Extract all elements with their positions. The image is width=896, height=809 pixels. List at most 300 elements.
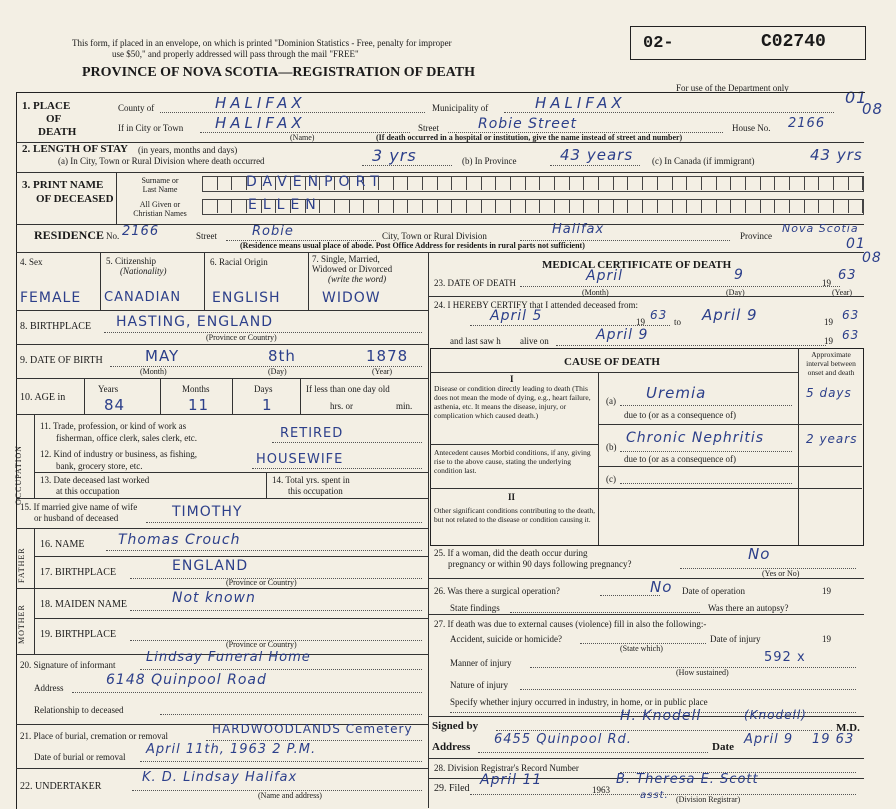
letter-cell bbox=[702, 200, 717, 213]
racial-origin-value: ENGLISH bbox=[212, 290, 281, 306]
divider bbox=[16, 498, 428, 499]
burial-date-label: Date of burial or removal bbox=[34, 752, 126, 762]
signed-by-print: (Knodell) bbox=[744, 708, 807, 722]
letter-cell bbox=[555, 177, 570, 190]
q13-line2: at this occupation bbox=[56, 486, 120, 496]
letter-cell bbox=[819, 200, 834, 213]
antecedent-causes-description: Antecedent causes Morbid conditions, if any, giving rise to the above cause, stating the underlying condition last. bbox=[434, 448, 591, 475]
municipality-value: HALIFAX bbox=[535, 94, 626, 112]
certify-label: 24. I HEREBY CERTIFY that I attended deceased from: bbox=[434, 300, 638, 310]
divider bbox=[160, 378, 161, 414]
stay-c-value: 43 yrs bbox=[810, 146, 863, 164]
letter-cell bbox=[570, 200, 585, 213]
county-value: HALIFAX bbox=[215, 94, 306, 112]
letter-cell bbox=[584, 177, 599, 190]
notice-line-2: use $50," and properly addressed will pass through the mail "FREE" bbox=[112, 49, 359, 59]
letter-cell bbox=[232, 177, 247, 190]
attended-to-label: to bbox=[674, 317, 682, 327]
pregnancy-question bbox=[434, 548, 631, 570]
relationship-label: Relationship to deceased bbox=[34, 705, 124, 715]
manner-label: Manner of injury bbox=[450, 658, 512, 668]
other-conditions-description: Other significant conditions contributing to the death, but not related to the disease or condition causing it. bbox=[434, 506, 596, 524]
undertaker-label: 22. UNDERTAKER bbox=[20, 781, 102, 792]
death-month-caption: (Month) bbox=[582, 288, 609, 297]
divider bbox=[798, 348, 799, 545]
date-of-death-line bbox=[520, 286, 840, 287]
date-year-value: 19 63 bbox=[812, 732, 855, 747]
divider bbox=[308, 252, 309, 310]
father-birthplace-value: ENGLAND bbox=[172, 558, 249, 574]
surname-label-2: Last Name bbox=[142, 185, 178, 194]
attended-to-year-prefix: 19 bbox=[824, 317, 833, 327]
marital-label-3: (write the word) bbox=[328, 274, 387, 284]
letter-cell bbox=[628, 200, 643, 213]
age-months-value: 11 bbox=[188, 396, 210, 414]
column-divider bbox=[428, 252, 429, 808]
informant-address-label: Address bbox=[34, 683, 64, 693]
birthplace-caption: (Province or Country) bbox=[206, 333, 277, 342]
letter-cell bbox=[584, 200, 599, 213]
letter-cell bbox=[218, 177, 233, 190]
dob-year-value: 1878 bbox=[366, 347, 409, 365]
divider bbox=[428, 578, 864, 579]
burial-date-value: April 11th, 1963 2 P.M. bbox=[146, 742, 317, 757]
q15-line bbox=[146, 522, 422, 523]
autopsy-label: Was there an autopsy? bbox=[708, 603, 789, 613]
divider bbox=[430, 444, 598, 445]
letter-cell bbox=[805, 200, 820, 213]
nature-line bbox=[520, 689, 856, 690]
burial-place-line bbox=[206, 740, 422, 741]
citizenship-label bbox=[106, 256, 167, 276]
residence-province-value: Nova Scotia bbox=[782, 222, 859, 235]
street-value: Robie Street bbox=[478, 116, 577, 132]
letter-cell bbox=[658, 177, 673, 190]
letter-cell bbox=[687, 177, 702, 190]
alive-on-label: alive on bbox=[520, 336, 549, 346]
marital-label-2: Widowed or Divorced bbox=[312, 264, 393, 274]
divider bbox=[430, 372, 798, 373]
letter-cell bbox=[408, 177, 423, 190]
sex-label: 4. Sex bbox=[20, 257, 43, 267]
cause-b-label: (b) bbox=[606, 442, 617, 452]
cause-c-line bbox=[620, 483, 792, 484]
letter-cell bbox=[643, 177, 658, 190]
letter-cell bbox=[467, 200, 482, 213]
divider bbox=[16, 528, 428, 529]
q25-line2: pregnancy or within 90 days following pregnancy? bbox=[448, 559, 632, 569]
operation-date-label: Date of operation bbox=[682, 586, 745, 596]
divider bbox=[16, 588, 428, 589]
letter-cell bbox=[232, 200, 247, 213]
q12-line bbox=[252, 468, 422, 469]
father-name-line bbox=[106, 550, 422, 551]
letter-cell bbox=[643, 200, 658, 213]
cause-b-interval: 2 years bbox=[806, 432, 858, 446]
letter-cell bbox=[790, 177, 805, 190]
letter-cell bbox=[614, 200, 629, 213]
dob-label: 9. DATE OF BIRTH bbox=[20, 355, 103, 366]
letter-cell bbox=[350, 200, 365, 213]
citizenship-value: CANADIAN bbox=[104, 290, 182, 305]
stay-b-label: (b) In Province bbox=[462, 156, 517, 166]
stay-a-line bbox=[362, 165, 452, 166]
marital-status-label bbox=[312, 254, 392, 284]
cause-b-line bbox=[620, 451, 792, 452]
how-sustained-caption: (How sustained) bbox=[676, 668, 729, 677]
letter-cell bbox=[423, 200, 438, 213]
dob-month-caption: (Month) bbox=[140, 367, 167, 376]
letter-cell bbox=[540, 200, 555, 213]
cause-of-death-title: CAUSE OF DEATH bbox=[564, 356, 660, 368]
marital-label-1: 7. Single, Married, bbox=[312, 254, 380, 264]
cause-a-label: (a) bbox=[606, 396, 616, 406]
dob-day-value: 8th bbox=[268, 347, 296, 365]
spouse-value: TIMOTHY bbox=[172, 504, 243, 520]
length-of-stay-note: (in years, months and days) bbox=[138, 145, 238, 155]
age-days-value: 1 bbox=[262, 396, 273, 414]
registrar-signature: B. Theresa E. Scott bbox=[616, 772, 759, 787]
md-label: M.D. bbox=[836, 722, 860, 734]
death-year-prefix: 19 bbox=[822, 278, 831, 288]
less-than-day-label: If less than one day old bbox=[306, 384, 390, 394]
form-number: C02740 bbox=[761, 32, 826, 52]
letter-cell bbox=[540, 177, 555, 190]
surgery-question: 26. Was there a surgical operation? bbox=[434, 586, 560, 596]
divider bbox=[428, 614, 864, 615]
notice-line-1: This form, if placed in an envelope, on which is printed "Dominion Statistics - Free, penalty for improper bbox=[72, 38, 452, 48]
occupation-q11 bbox=[40, 420, 197, 444]
age-years-label: Years bbox=[98, 384, 119, 394]
due-to-1: due to (or as a consequence of) bbox=[624, 410, 736, 420]
divider bbox=[16, 344, 428, 345]
father-birthplace-caption: (Province or Country) bbox=[226, 578, 297, 587]
last-saw-label: and last saw h bbox=[450, 336, 501, 346]
operation-date-prefix: 19 bbox=[822, 586, 831, 596]
death-day-caption: (Day) bbox=[726, 288, 745, 297]
print-name-line1: 3. PRINT NAME bbox=[22, 179, 104, 191]
q12-value: HOUSEWIFE bbox=[256, 452, 344, 467]
address-value: 6455 Quinpool Rd. bbox=[494, 732, 632, 747]
dept-code-2: 08 bbox=[862, 100, 884, 118]
death-day-value: 9 bbox=[734, 267, 744, 283]
q25-line1: 25. If a woman, did the death occur during bbox=[434, 548, 588, 558]
filed-year: 1963 bbox=[592, 785, 610, 795]
place-of-label: OF bbox=[46, 113, 62, 125]
residence-no-label: No. bbox=[106, 231, 120, 241]
burial-place-label: 21. Place of burial, cremation or removal bbox=[20, 731, 168, 741]
municipality-label: Municipality of bbox=[432, 103, 489, 113]
county-line bbox=[160, 112, 425, 113]
mother-maiden-value: Not known bbox=[172, 590, 256, 606]
divider bbox=[598, 372, 599, 545]
less-than-day-min: min. bbox=[396, 401, 413, 411]
divider bbox=[16, 252, 864, 253]
divider bbox=[34, 556, 428, 557]
sex-value: FEMALE bbox=[20, 290, 82, 306]
q14-line2: this occupation bbox=[288, 486, 343, 496]
specify-label: Specify whether injury occurred in industry, in home, or in public place bbox=[450, 697, 708, 707]
undertaker-value: K. D. Lindsay Halifax bbox=[142, 770, 298, 785]
external-causes-label: 27. If death was due to external causes (violence) fill in also the following:- bbox=[434, 619, 707, 629]
record-number-label: 28. Division Registrar's Record Number bbox=[434, 763, 579, 773]
informant-sig-line bbox=[140, 669, 422, 670]
filed-date-value: April 11 bbox=[480, 772, 543, 788]
letter-cell bbox=[394, 177, 409, 190]
divider bbox=[428, 296, 864, 297]
letter-cell bbox=[731, 177, 746, 190]
medical-certificate-title: MEDICAL CERTIFICATE OF DEATH bbox=[542, 259, 732, 271]
residence-label: RESIDENCE bbox=[34, 228, 105, 242]
letter-cell bbox=[423, 177, 438, 190]
last-seen-year-prefix: 19 bbox=[824, 336, 833, 346]
divider bbox=[430, 488, 862, 489]
cause-part-one-label: I bbox=[510, 374, 514, 384]
surgery-value: No bbox=[650, 578, 673, 596]
surname-label bbox=[122, 176, 198, 194]
divider bbox=[266, 472, 267, 498]
dept-use-label: For use of the Department only bbox=[676, 83, 789, 93]
residence-city-label: City, Town or Rural Division bbox=[382, 231, 487, 241]
age-months-label: Months bbox=[182, 384, 210, 394]
state-findings-label: State findings bbox=[450, 603, 500, 613]
letter-cell bbox=[438, 200, 453, 213]
municipality-line bbox=[504, 112, 834, 113]
address-label: Address bbox=[432, 741, 471, 753]
father-name-value: Thomas Crouch bbox=[118, 532, 241, 548]
birthplace-value: HASTING, ENGLAND bbox=[116, 314, 274, 330]
letter-cell bbox=[511, 177, 526, 190]
father-name-label: 16. NAME bbox=[40, 539, 85, 550]
street-label: Street bbox=[418, 123, 439, 133]
pregnancy-value: No bbox=[748, 545, 771, 563]
divider bbox=[116, 172, 117, 224]
address-line bbox=[478, 752, 708, 753]
letter-cell bbox=[819, 177, 834, 190]
state-which-caption: (State which) bbox=[620, 644, 663, 653]
letter-cell bbox=[717, 177, 732, 190]
letter-cell bbox=[364, 200, 379, 213]
letter-cell bbox=[452, 200, 467, 213]
occupation-q14 bbox=[272, 475, 350, 497]
last-seen-year: 63 bbox=[842, 328, 860, 342]
pregnancy-caption: (Yes or No) bbox=[762, 569, 800, 578]
death-month-value: April bbox=[586, 268, 623, 284]
divider bbox=[428, 758, 864, 759]
q13-line1: 13. Date deceased last worked bbox=[40, 475, 150, 485]
divider bbox=[100, 252, 101, 310]
residence-no-value: 2166 bbox=[122, 224, 160, 239]
q15-line2: or husband of deceased bbox=[34, 513, 119, 523]
date-label: Date bbox=[712, 741, 734, 753]
dob-month-value: MAY bbox=[145, 347, 180, 365]
q11-line2: fisherman, office clerk, sales clerk, etc. bbox=[56, 433, 198, 443]
given-label-1: All Given or bbox=[139, 200, 181, 209]
city-value: HALIFAX bbox=[215, 114, 306, 132]
divider bbox=[16, 310, 428, 311]
given-label-2: Christian Names bbox=[133, 209, 187, 218]
cause-a-interval: 5 days bbox=[806, 386, 852, 400]
divider bbox=[84, 378, 85, 414]
injury-date-prefix: 19 bbox=[822, 634, 831, 644]
letter-cell bbox=[687, 200, 702, 213]
letter-cell bbox=[320, 200, 335, 213]
less-than-day-hrs: hrs. or bbox=[330, 401, 353, 411]
cause-c-label: (c) bbox=[606, 474, 616, 484]
letter-cell bbox=[526, 200, 541, 213]
letter-cell bbox=[394, 200, 409, 213]
residence-street-label: Street bbox=[196, 231, 217, 241]
county-label: County of bbox=[118, 103, 155, 113]
length-of-stay-label: 2. LENGTH OF STAY bbox=[22, 143, 128, 155]
given-names-value: ELLEN bbox=[248, 197, 322, 213]
q11-line1: 11. Trade, profession, or kind of work as bbox=[40, 421, 187, 431]
q11-line bbox=[272, 442, 422, 443]
divider bbox=[16, 414, 428, 415]
given-names-label bbox=[122, 200, 198, 218]
age-label: 10. AGE in bbox=[20, 392, 66, 403]
letter-cell bbox=[717, 200, 732, 213]
letter-cell bbox=[482, 200, 497, 213]
stay-c-label: (c) In Canada (if immigrant) bbox=[652, 156, 755, 166]
attended-to-value: April 9 bbox=[702, 306, 758, 324]
letter-cell bbox=[731, 200, 746, 213]
letter-cell bbox=[849, 177, 864, 190]
cause-part-two-label: II bbox=[508, 492, 516, 502]
q14-line1: 14. Total yrs. spent in bbox=[272, 475, 350, 485]
relationship-line bbox=[160, 714, 422, 715]
mother-birthplace-caption: (Province or Country) bbox=[226, 640, 297, 649]
cause-a-line bbox=[620, 405, 792, 406]
divider bbox=[34, 528, 35, 654]
hospital-note: (If death occurred in a hospital or institution, give the name instead of street and number) bbox=[376, 133, 683, 142]
informant-signature: Lindsay Funeral Home bbox=[146, 650, 311, 665]
letter-cell bbox=[467, 177, 482, 190]
house-label: House No. bbox=[732, 123, 771, 133]
q12-line2: bank, grocery store, etc. bbox=[56, 461, 143, 471]
signed-by-signature: H. Knodell bbox=[620, 708, 702, 724]
divider bbox=[598, 424, 862, 425]
letter-cell bbox=[203, 177, 218, 190]
form-prefix: 02- bbox=[643, 34, 674, 53]
letter-cell bbox=[379, 200, 394, 213]
immediate-cause-description: Disease or condition directly leading to death (This does not mean the mode of dying, e.g., heart failure, asthenia, etc. It means the disease, injury, or complication which caused death.) bbox=[434, 384, 591, 420]
letter-cell bbox=[496, 200, 511, 213]
mother-side-label: MOTHER bbox=[17, 604, 26, 644]
letter-cell bbox=[628, 177, 643, 190]
stay-b-line bbox=[550, 165, 640, 166]
citizenship-label-1: 5. Citizenship bbox=[106, 256, 156, 266]
manner-value: 592 x bbox=[764, 650, 806, 665]
letter-cell bbox=[658, 200, 673, 213]
letter-cell bbox=[526, 177, 541, 190]
print-name-line2: OF DECEASED bbox=[36, 193, 114, 205]
birthplace-label: 8. BIRTHPLACE bbox=[20, 321, 92, 332]
q15-line1: 15. If married give name of wife bbox=[20, 502, 138, 512]
letter-cell bbox=[761, 177, 776, 190]
residence-province-label: Province bbox=[740, 231, 772, 241]
divider bbox=[16, 768, 428, 769]
mother-maiden-line bbox=[130, 610, 422, 611]
divider bbox=[16, 172, 864, 173]
letter-cell bbox=[775, 200, 790, 213]
age-years-value: 84 bbox=[104, 396, 126, 414]
residence-code-2: 08 bbox=[862, 250, 882, 266]
letter-cell bbox=[790, 200, 805, 213]
informant-address: 6148 Quinpool Road bbox=[106, 672, 267, 688]
letter-cell bbox=[203, 200, 218, 213]
print-name-heading bbox=[22, 178, 114, 206]
stay-b-value: 43 years bbox=[560, 146, 634, 164]
letter-cell bbox=[761, 200, 776, 213]
letter-cell bbox=[599, 177, 614, 190]
form-number-box bbox=[630, 26, 866, 60]
letter-cell bbox=[746, 177, 761, 190]
stay-a-label: (a) In City, Town or Rural Division where death occurred bbox=[58, 156, 265, 166]
signed-by-line bbox=[496, 730, 832, 731]
place-of-death-heading bbox=[22, 100, 76, 139]
surname-value: DAVENPORT bbox=[246, 174, 385, 190]
letter-cell bbox=[218, 200, 233, 213]
informant-address-line bbox=[72, 692, 422, 693]
dept-code-1: 01 bbox=[845, 88, 868, 107]
divider bbox=[16, 378, 428, 379]
attended-from-year: 63 bbox=[650, 308, 668, 322]
letter-cell bbox=[438, 177, 453, 190]
divider bbox=[16, 142, 864, 143]
residence-city-value: Halifax bbox=[552, 222, 605, 237]
death-year-value: 63 bbox=[838, 268, 857, 283]
date-value: April 9 bbox=[744, 732, 794, 747]
residence-street-value: Robie bbox=[252, 224, 294, 239]
father-birthplace-label: 17. BIRTHPLACE bbox=[40, 567, 117, 578]
place-section-label: 1. PLACE bbox=[22, 100, 71, 112]
form-title: PROVINCE OF NOVA SCOTIA—REGISTRATION OF DEATH bbox=[82, 65, 475, 80]
letter-cell bbox=[673, 177, 688, 190]
undertaker-caption: (Name and address) bbox=[258, 791, 322, 800]
signed-by-label: Signed by bbox=[432, 720, 479, 732]
letter-cell bbox=[614, 177, 629, 190]
q15-label bbox=[20, 502, 137, 524]
letter-cell bbox=[496, 177, 511, 190]
occupation-q13 bbox=[40, 475, 149, 497]
accident-label: Accident, suicide or homicide? bbox=[450, 634, 562, 644]
letter-cell bbox=[746, 200, 761, 213]
stay-a-value: 3 yrs bbox=[372, 146, 417, 165]
letter-cell bbox=[599, 200, 614, 213]
state-findings-line bbox=[510, 612, 700, 613]
letter-cell bbox=[775, 177, 790, 190]
letter-cell bbox=[805, 177, 820, 190]
divider bbox=[598, 466, 862, 467]
residence-note: (Residence means usual place of abode. Post Office Address for residents in rural parts not sufficient) bbox=[240, 241, 585, 250]
letter-cell bbox=[482, 177, 497, 190]
letter-cell bbox=[834, 200, 849, 213]
divider bbox=[204, 252, 205, 310]
filed-label: 29. Filed bbox=[434, 783, 470, 794]
letter-cell bbox=[673, 200, 688, 213]
residence-code-1: 01 bbox=[846, 236, 866, 252]
occupation-q12 bbox=[40, 448, 197, 472]
mother-birthplace-label: 19. BIRTHPLACE bbox=[40, 629, 117, 640]
burial-place-value: HARDWOODLANDS Cemetery bbox=[212, 722, 413, 736]
age-days-label: Days bbox=[254, 384, 273, 394]
q11-value: RETIRED bbox=[280, 426, 344, 441]
injury-date-label: Date of injury bbox=[710, 634, 761, 644]
house-value: 2166 bbox=[788, 116, 826, 131]
interval-label: Approximate interval between onset and death bbox=[806, 350, 856, 377]
burial-date-line bbox=[140, 761, 422, 762]
